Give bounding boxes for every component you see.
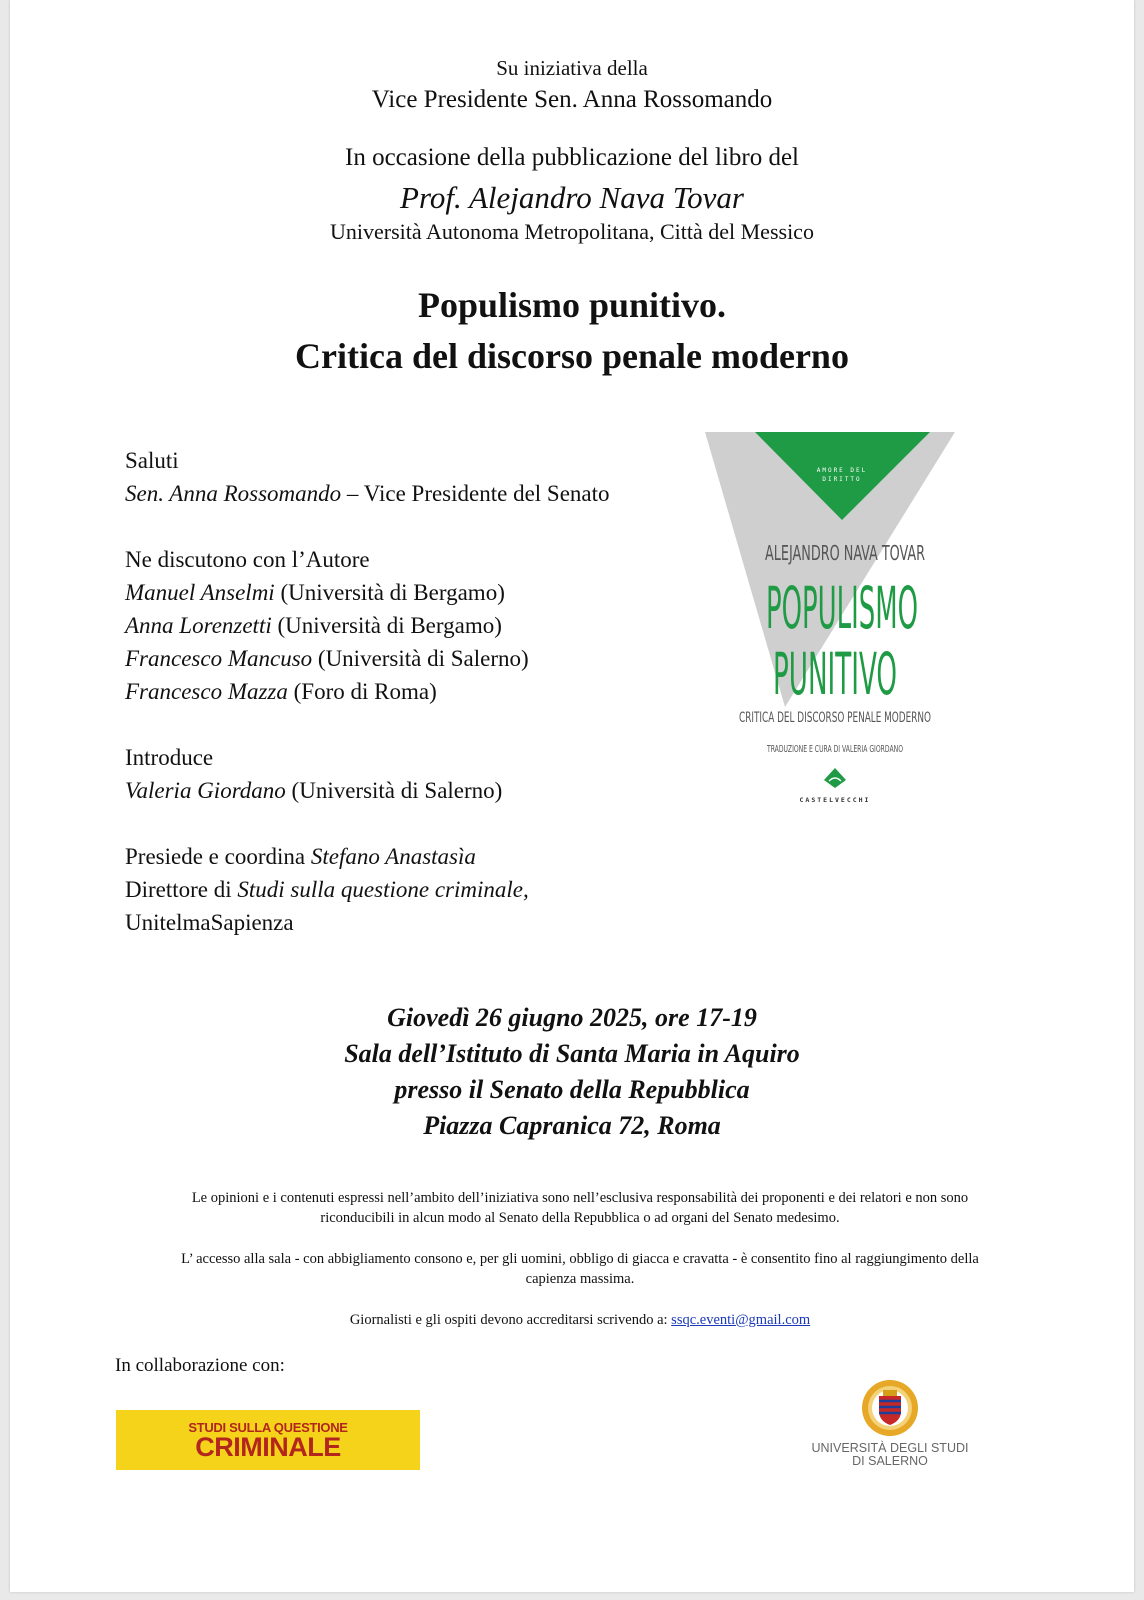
book-title-line1: Populismo punitivo.	[417, 285, 727, 325]
accreditation-text: Giornalisti e gli ospiti devono accreditarsi scrivendo a:	[349, 1312, 672, 1328]
cover-title-line2: PUNITIVO	[773, 640, 897, 708]
access-note	[110, 1249, 1050, 1289]
ssqc-logo-line2: CRIMINALE	[195, 1432, 341, 1462]
unisa-logo	[795, 1376, 985, 1476]
greetings-label: Saluti	[125, 448, 179, 473]
cover-publisher: CASTELVECCHI	[799, 796, 871, 804]
cover-subtitle: CRITICA DEL DISCORSO PENALE MODERNO	[739, 710, 932, 726]
chair-institution: UnitelmaSapienza	[125, 910, 294, 935]
chair-line	[125, 840, 685, 873]
discussants-label: Ne discutono con l’Autore	[125, 547, 370, 572]
cover-series-line2: DIRITTO	[822, 476, 862, 483]
discussant	[125, 609, 685, 642]
event-venue: Sala dell’Istituto di Santa Maria in Aquiro	[344, 1039, 800, 1068]
discussant-affiliation: (Università di Salerno)	[312, 646, 529, 671]
event-date-time: Giovedì 26 giugno 2025, ore 17-19	[387, 1003, 757, 1032]
occasion-line: In occasione della pubblicazione del libro del	[345, 144, 799, 171]
accreditation-note	[110, 1310, 1050, 1330]
chair-role	[125, 873, 685, 906]
unisa-name	[795, 1442, 985, 1468]
book-cover	[705, 432, 985, 812]
discussant-name: Francesco Mazza	[125, 679, 288, 704]
book-title	[10, 280, 1134, 382]
chair-journal: Studi sulla questione criminale,	[237, 877, 529, 902]
discussant	[125, 576, 685, 609]
author-affiliation: Università Autonoma Metropolitana, Città del Messico	[330, 219, 814, 244]
disclaimer-note	[110, 1188, 1050, 1228]
discussant	[125, 642, 685, 675]
discussant	[125, 675, 685, 708]
chair-role-prefix: Direttore di	[125, 877, 238, 902]
ssqc-logo	[116, 1410, 420, 1470]
ssqc-logo-line1: STUDI SULLA QUESTIONE	[188, 1420, 348, 1435]
unisa-seal-icon	[860, 1378, 920, 1438]
discussant-name: Manuel Anselmi	[125, 580, 275, 605]
collaboration-label: In collaborazione con:	[115, 1355, 285, 1376]
introducer-affiliation: (Università di Salerno)	[285, 778, 503, 803]
event-address: Piazza Capranica 72, Roma	[423, 1111, 721, 1140]
document-page	[10, 0, 1134, 1592]
unisa-name-line1: UNIVERSITÀ DEGLI STUDI	[811, 1441, 969, 1455]
book-title-line2: Critica del discorso penale moderno	[295, 336, 849, 376]
discussant-affiliation: (Università di Bergamo)	[274, 580, 505, 605]
discussant-affiliation: (Foro di Roma)	[287, 679, 437, 704]
discussant-affiliation: (Università di Bergamo)	[271, 613, 502, 638]
access-line: L’ accesso alla sala - con abbigliamento consono e, per gli uomini, obbligo di giacca e cravatta - è consentito fino al raggiungimento della	[181, 1251, 979, 1267]
cover-author: ALEJANDRO NAVA TOVAR	[765, 541, 925, 565]
unisa-name-line2: DI SALERNO	[852, 1454, 928, 1468]
initiative-line: Su iniziativa della	[496, 56, 648, 80]
disclaimer-line: riconducibili in alcun modo al Senato della Repubblica o ad organi del Senato medesimo.	[320, 1210, 840, 1226]
event-host: presso il Senato della Repubblica	[394, 1075, 750, 1104]
author-name: Prof. Alejandro Nava Tovar	[400, 180, 744, 215]
discussant-name: Francesco Mancuso	[125, 646, 313, 671]
chair-label: Presiede e coordina	[125, 844, 311, 869]
greetings-speaker	[125, 477, 685, 510]
initiative-promoter: Vice Presidente Sen. Anna Rossomando	[371, 86, 773, 113]
introducer	[125, 774, 685, 807]
cover-translation: TRADUZIONE E CURA DI VALERIA GIORDANO	[766, 744, 903, 755]
greetings-name: Sen. Anna Rossomando	[125, 481, 342, 506]
discussant-name: Anna Lorenzetti	[125, 613, 272, 638]
cover-title-line1: POPULISMO	[766, 574, 918, 642]
event-program	[125, 444, 685, 939]
disclaimer-line: Le opinioni e i contenuti espressi nell’ambito dell’iniziativa sono nell’esclusiva responsabilità dei proponenti e dei relatori e non sono	[191, 1190, 969, 1206]
introduces-label: Introduce	[125, 745, 214, 770]
cover-series-line1: AMORE DEL	[816, 467, 868, 474]
chair-name: Stefano Anastasìa	[310, 844, 476, 869]
access-line: capienza massima.	[525, 1271, 635, 1287]
accreditation-email-link[interactable]: ssqc.eventi@gmail.com	[671, 1312, 811, 1328]
greetings-role: – Vice Presidente del Senato	[341, 481, 610, 506]
introducer-name: Valeria Giordano	[125, 778, 286, 803]
event-details	[10, 1000, 1134, 1144]
